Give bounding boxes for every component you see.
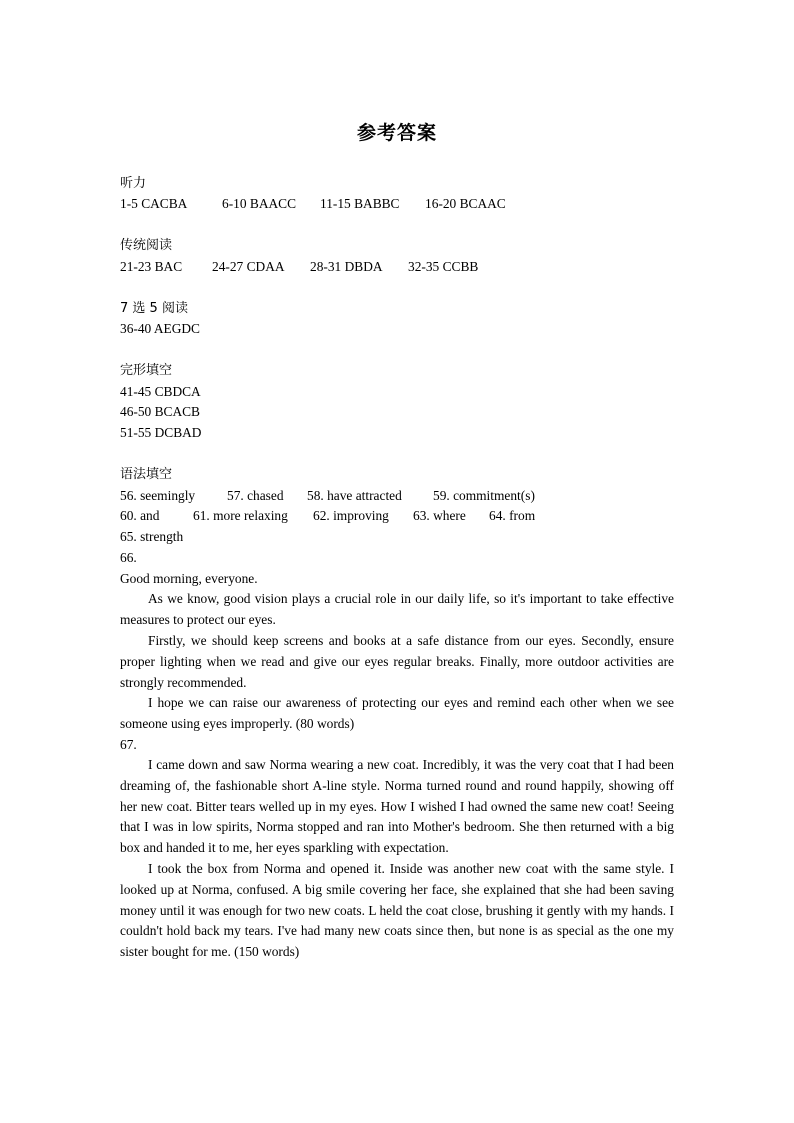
answer-item: 24-27 CDAA	[212, 259, 285, 274]
cloze-answers-3: 51-55 DCBAD	[120, 425, 202, 440]
answer-item: 58. have attracted	[307, 488, 402, 503]
reading-heading: 传统阅读	[120, 238, 173, 253]
answer-item: 21-23 BAC	[120, 259, 183, 274]
q66-paragraph-3: I hope we can raise our awareness of protecting our eyes and remind each other when we see someone using eyes improperly. (80 words)	[120, 695, 674, 731]
answer-item: 62. improving	[313, 508, 389, 523]
page-title: 参考答案	[356, 122, 437, 144]
answer-item: 61. more relaxing	[193, 508, 288, 523]
grammar-row-2	[120, 507, 535, 525]
answer-item: 11-15 BABBC	[320, 196, 400, 211]
cloze-answers-2: 46-50 BCACB	[120, 404, 200, 419]
answer-item: 28-31 DBDA	[310, 259, 383, 274]
answer-item: 16-20 BCAAC	[425, 196, 506, 211]
reading-answers	[120, 258, 478, 276]
cloze-answers-1: 41-45 CBDCA	[120, 384, 201, 399]
answer-item: 60. and	[120, 508, 160, 523]
grammar-row-3: 65. strength	[120, 529, 184, 544]
answer-item: 57. chased	[227, 488, 284, 503]
answer-item: 1-5 CACBA	[120, 196, 188, 211]
q66-paragraph-1: As we know, good vision plays a crucial role in our daily life, so it's important to take effective measures to protect our eyes.	[120, 591, 674, 627]
listening-heading: 听力	[120, 176, 147, 191]
listening-answers	[120, 195, 506, 213]
seven-five-answers: 36-40 AEGDC	[120, 321, 200, 336]
q67-paragraph-2: I took the box from Norma and opened it. Inside was another new coat with the same style. I looked up at Norma, confused. A big smile covering her face, she explained that she had been saving money until it was enough for two new coats. L held the coat close, brushing it gently with my hands. I couldn't hold back my tears. I've had many new coats since then, but none is as special as the one my sister bought for me. (150 words)	[120, 861, 674, 960]
q66-number: 66.	[120, 550, 137, 565]
answer-item: 63. where	[413, 508, 466, 523]
answer-item: 59. commitment(s)	[433, 488, 535, 503]
cloze-heading: 完形填空	[120, 363, 173, 378]
q66-greeting: Good morning, everyone.	[120, 571, 258, 586]
answer-item: 6-10 BAACC	[222, 196, 297, 211]
q66-paragraph-2: Firstly, we should keep screens and books at a safe distance from our eyes. Secondly, ensure proper lighting when we read and give our eyes regular breaks. Finally, more outdoor activities are strongly recommended.	[120, 633, 674, 690]
answer-item: 56. seemingly	[120, 488, 196, 503]
q67-paragraph-1: I came down and saw Norma wearing a new coat. Incredibly, it was the very coat that I had been dreaming of, the fashionable short A-line style. Norma turned round and round happily, showing off her new coat. Bitter tears welled up in my eyes. How I wished I had owned the same new coat! Seeing that I was in low spirits, Norma stopped and ran into Mother's bedroom. She then returned with a big box and handed it to me, her eyes sparkling with expectation.	[120, 757, 674, 856]
grammar-heading: 语法填空	[120, 467, 173, 482]
answer-item: 32-35 CCBB	[408, 259, 479, 274]
q67-number: 67.	[120, 737, 137, 752]
seven-five-heading: 7 选 5 阅读	[120, 301, 188, 316]
answer-item: 64. from	[489, 508, 536, 523]
grammar-row-1	[120, 487, 535, 505]
